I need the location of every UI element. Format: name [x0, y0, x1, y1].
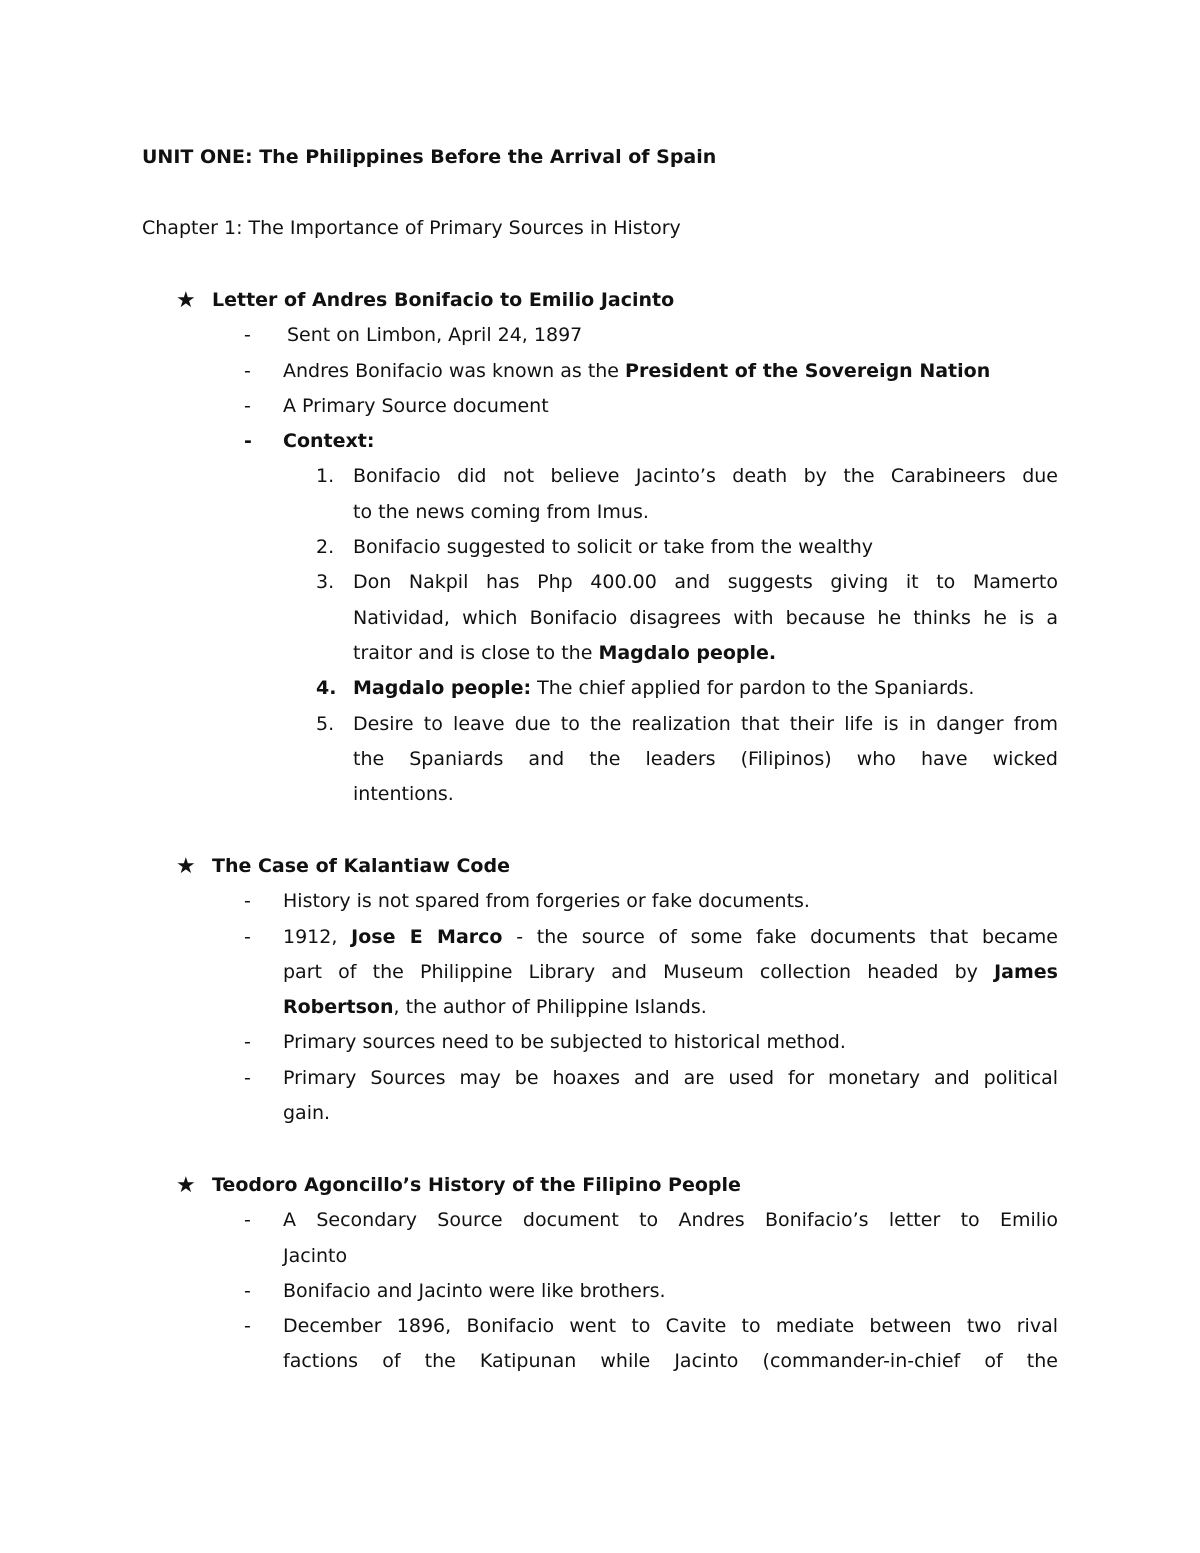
- star-bullet-icon: ★: [176, 1173, 196, 1198]
- bullet-text: A Primary Source document: [283, 394, 549, 417]
- dash-bullet: -: [244, 890, 251, 913]
- list-number: 4.: [316, 677, 337, 700]
- list-number: 2.: [316, 536, 335, 559]
- bullet-text: gain.: [283, 1102, 331, 1125]
- context-label: Context:: [283, 430, 375, 453]
- dash-bullet: -: [244, 430, 252, 453]
- unit-title: UNIT ONE: The Philippines Before the Arrival of Spain: [142, 146, 717, 168]
- bullet-text: A Secondary Source document to Andres Bonifacio’s letter to Emilio: [283, 1209, 1058, 1232]
- list-number: 1.: [316, 465, 335, 488]
- list-number: 3.: [316, 571, 335, 594]
- list-number: 5.: [316, 712, 335, 735]
- chapter-title: Chapter 1: The Importance of Primary Sources in History: [142, 217, 681, 239]
- dash-bullet: -: [244, 394, 251, 417]
- dash-bullet: -: [244, 359, 251, 382]
- dash-bullet: -: [244, 1315, 251, 1338]
- section-agoncillo-history: [0, 1168, 1200, 1380]
- section-title: The Case of Kalantiaw Code: [212, 855, 510, 877]
- bullet-text: Primary Sources may be hoaxes and are used for monetary and political: [283, 1066, 1058, 1089]
- bullet-text: Bonifacio and Jacinto were like brothers.: [283, 1279, 666, 1302]
- bullet-text: Sent on Limbon, April 24, 1897: [287, 324, 583, 347]
- bullet-text: 1912, Jose E Marco - the source of some fake documents that became: [283, 925, 1058, 948]
- list-item-text: Magdalo people: The chief applied for pardon to the Spaniards.: [353, 677, 975, 700]
- bullet-text: December 1896, Bonifacio went to Cavite to mediate between two rival: [283, 1315, 1058, 1338]
- bullet-text: Robertson, the author of Philippine Islands.: [283, 996, 707, 1019]
- section-kalantiaw-code: [0, 849, 1200, 1131]
- list-item-text: Natividad, which Bonifacio disagrees with because he thinks he is a: [353, 606, 1058, 629]
- list-item-text: intentions.: [353, 783, 454, 806]
- list-item-text: Bonifacio suggested to solicit or take from the wealthy: [353, 536, 873, 559]
- list-item-text: to the news coming from Imus.: [353, 500, 649, 523]
- list-item-text: Bonifacio did not believe Jacinto’s death by the Carabineers due: [353, 465, 1058, 488]
- dash-bullet: -: [244, 324, 251, 347]
- list-item-text: the Spaniards and the leaders (Filipinos) who have wicked: [353, 747, 1058, 770]
- bullet-text: Primary sources need to be subjected to historical method.: [283, 1031, 846, 1054]
- list-item-text: Don Nakpil has Php 400.00 and suggests giving it to Mamerto: [353, 571, 1058, 594]
- dash-bullet: -: [244, 1209, 251, 1232]
- section-title: Teodoro Agoncillo’s History of the Filipino People: [212, 1174, 741, 1196]
- dash-bullet: -: [244, 1279, 251, 1302]
- dash-bullet: -: [244, 1066, 251, 1089]
- star-bullet-icon: ★: [176, 854, 196, 879]
- section-title: Letter of Andres Bonifacio to Emilio Jacinto: [212, 289, 675, 311]
- bullet-text: Andres Bonifacio was known as the President of the Sovereign Nation: [283, 359, 991, 382]
- star-bullet-icon: ★: [176, 288, 196, 313]
- dash-bullet: -: [244, 1031, 251, 1054]
- list-item-text: Desire to leave due to the realization that their life is in danger from: [353, 712, 1058, 735]
- bullet-text: History is not spared from forgeries or fake documents.: [283, 890, 810, 913]
- bullet-text: Jacinto: [283, 1244, 348, 1267]
- bullet-text: part of the Philippine Library and Museum collection headed by James: [283, 960, 1058, 983]
- dash-bullet: -: [244, 925, 251, 948]
- section-bonifacio-letter: [0, 283, 1200, 812]
- list-item-text: traitor and is close to the Magdalo people.: [353, 641, 777, 664]
- bullet-text: factions of the Katipunan while Jacinto (commander-in-chief of the: [283, 1350, 1058, 1373]
